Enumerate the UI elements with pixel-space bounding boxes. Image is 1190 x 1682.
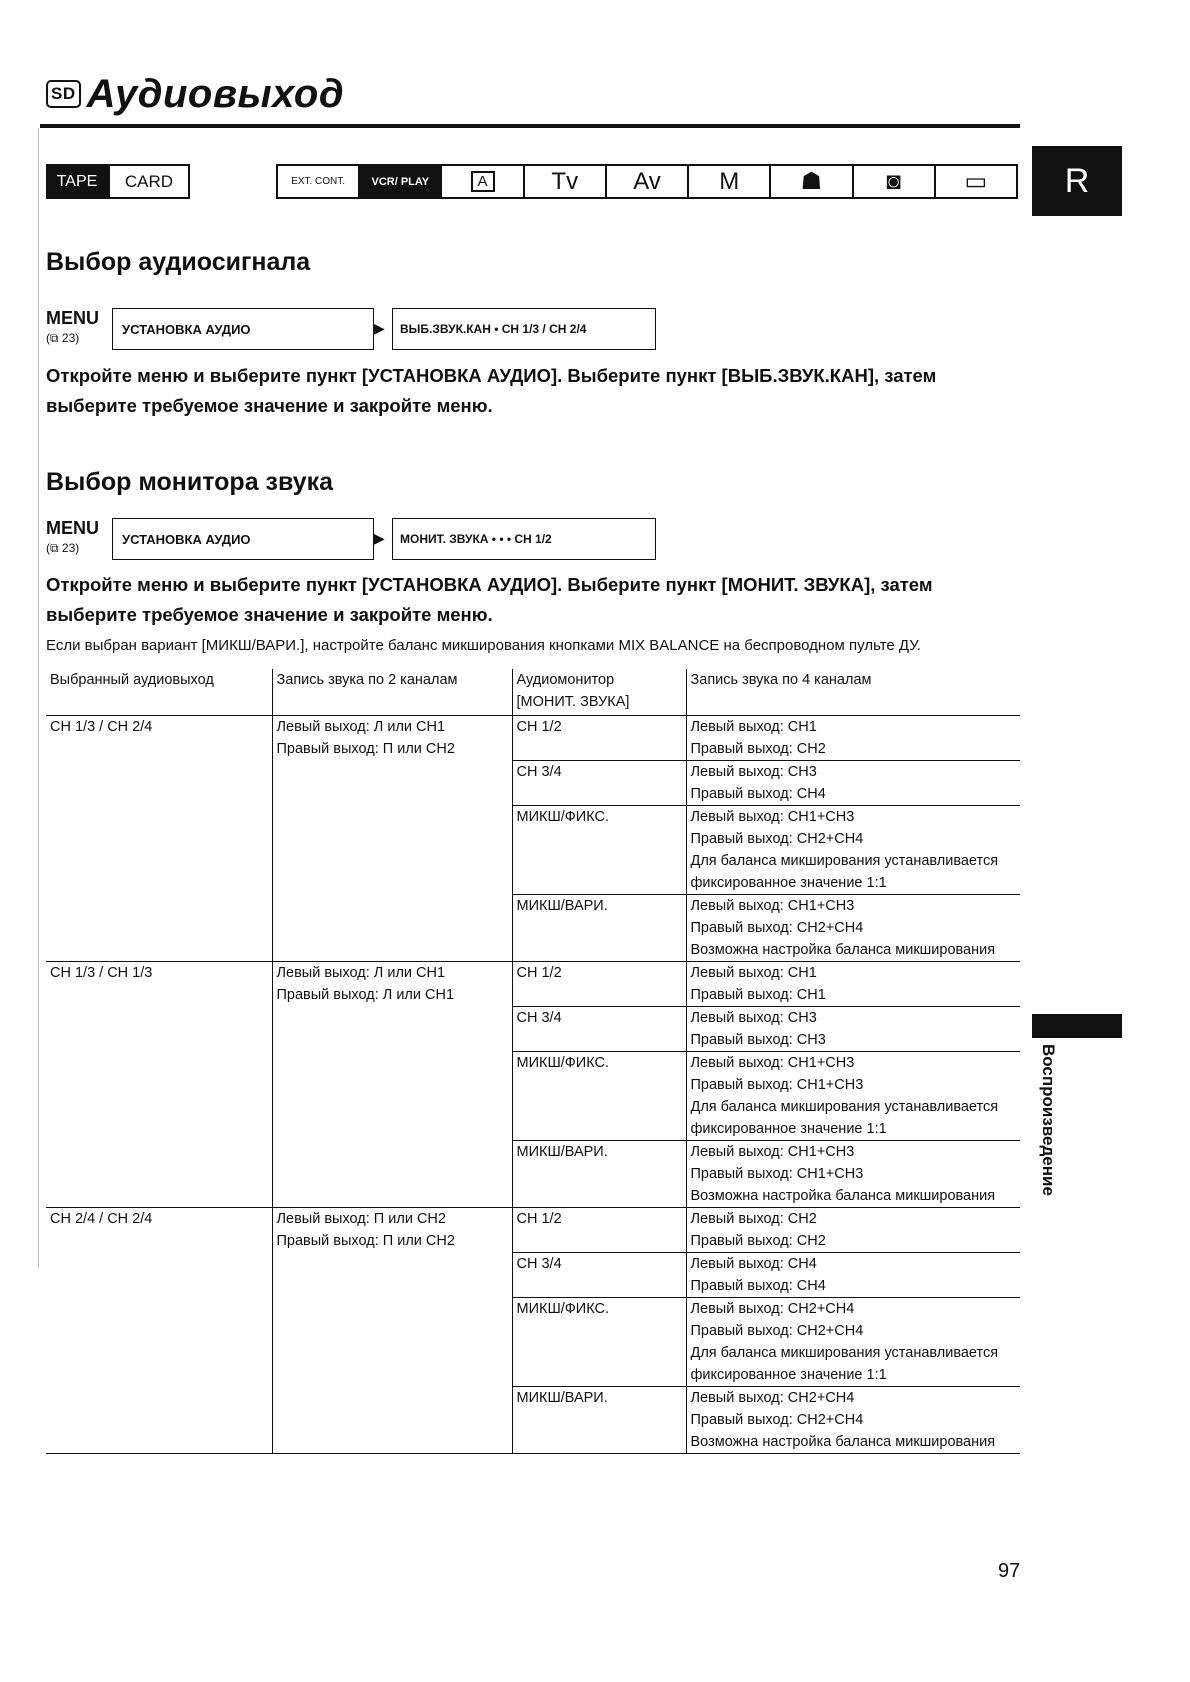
table-cell: Левый выход: CH1+CH3 Правый выход: CH2+CH4 Для баланса микширования устанавливается фиксированное значение 1:1 [686,805,1020,894]
section2-menu-item: УСТАНОВКА АУДИО [112,518,374,560]
section1-heading: Выбор аудиосигнала [46,248,311,276]
section1-menu-item: УСТАНОВКА АУДИО [112,308,374,350]
section2-arrow-icon: ▶ [374,530,385,546]
table-cell: Левый выход: CH4 Правый выход: CH4 [686,1252,1020,1297]
table-row [46,961,1020,1006]
table-header: Аудиомонитор [МОНИТ. ЗВУКА] [512,669,686,715]
section1-menu-label [46,308,99,348]
table-cell [46,805,272,894]
table-cell [46,1140,272,1207]
mode-dial-strip [276,164,1018,199]
table-cell: Левый выход: CH2+CH4 Правый выход: CH2+CH4 Для баланса микширования устанавливается фиксированное значение 1:1 [686,1297,1020,1386]
section2-note: Если выбран вариант [МИКШ/ВАРИ.], настройте баланс микширования кнопками MIX BALANCE на беспроводном пульте ДУ. [46,637,921,654]
table-row [46,1207,1020,1252]
dial-av: Av [607,166,689,197]
table-cell [272,805,512,894]
dial-ext-cont: EXT. CONT. [278,166,360,197]
table-cell [46,894,272,961]
table-cell: CH 3/4 [512,1006,686,1051]
table-cell: МИКШ/ФИКС. [512,1051,686,1140]
table-cell: CH 1/3 / CH 1/3 [46,961,272,1006]
table-cell: Левый выход: CH3 Правый выход: CH4 [686,760,1020,805]
dial-auto-label: A [471,171,495,192]
table-cell: Левый выход: Л или CH1 Правый выход: П или CH2 [272,715,512,760]
table-cell [272,1140,512,1207]
table-cell: Левый выход: CH2 Правый выход: CH2 [686,1207,1020,1252]
page-title [46,72,344,117]
table-cell: CH 3/4 [512,760,686,805]
table-header-row [46,669,1020,715]
table-cell: МИКШ/ВАРИ. [512,894,686,961]
side-tab-bar [1032,1014,1122,1038]
table-cell [272,1297,512,1386]
table-cell: CH 1/2 [512,961,686,1006]
dial-vcr-play: VCR/ PLAY [360,166,442,197]
table-header: Запись звука по 2 каналам [272,669,512,715]
table-cell: Левый выход: CH1+CH3 Правый выход: CH1+CH3 Возможна настройка баланса микширования [686,1140,1020,1207]
table-cell [46,1386,272,1453]
table-cell: МИКШ/ФИКС. [512,805,686,894]
table-cell: Левый выход: Л или CH1 Правый выход: Л или CH1 [272,961,512,1006]
table-cell: CH 3/4 [512,1252,686,1297]
table-cell [46,1297,272,1386]
table-cell: МИКШ/ВАРИ. [512,1386,686,1453]
table-cell: Левый выход: CH1 Правый выход: CH2 [686,715,1020,760]
table-cell: Левый выход: CH3 Правый выход: CH3 [686,1006,1020,1051]
dial-frame-icon: ▭ [964,168,988,195]
table-cell [46,1252,272,1297]
dial-manual: M [689,166,771,197]
page-title-text: Аудиовыход [86,72,345,116]
table-cell [272,1386,512,1453]
section1-menu-setting: ВЫБ.ЗВУК.КАН • CH 1/3 / CH 2/4 [392,308,656,350]
table-row [46,1051,1020,1140]
section1-menu-word: MENU [46,308,99,328]
section2-menu-setting: МОНИТ. ЗВУКА • • • CH 1/2 [392,518,656,560]
table-cell [272,1252,512,1297]
dial-night-icon: ◙ [854,166,936,197]
table-cell: CH 2/4 / CH 2/4 [46,1207,272,1252]
table-cell [46,1051,272,1140]
table-cell: Левый выход: CH1+CH3 Правый выход: CH2+CH4 Возможна настройка баланса микширования [686,894,1020,961]
section2-instruction: Откройте меню и выберите пункт [УСТАНОВКА АУДИО]. Выберите пункт [МОНИТ. ЗВУКА], затем выберите требуемое значение и закройте меню. [46,574,933,625]
dial-tv: Tv [525,166,607,197]
table-cell [272,1051,512,1140]
mode-card: CARD [108,164,190,199]
table-cell [46,760,272,805]
table-cell [46,1006,272,1051]
table-cell: МИКШ/ФИКС. [512,1297,686,1386]
table-cell: CH 1/2 [512,1207,686,1252]
table-row [46,715,1020,760]
table-cell: МИКШ/ВАРИ. [512,1140,686,1207]
dial-scene-icon: ☗ [771,166,853,197]
mode-tape: TAPE [46,164,108,199]
table-cell: Левый выход: П или CH2 Правый выход: П или CH2 [272,1207,512,1252]
table-cell: CH 1/3 / CH 2/4 [46,715,272,760]
section1-instruction: Откройте меню и выберите пункт [УСТАНОВКА АУДИО]. Выберите пункт [ВЫБ.ЗВУК.КАН], затем выберите требуемое значение и закройте меню. [46,365,937,416]
table-cell: CH 1/2 [512,715,686,760]
table-cell [272,894,512,961]
table-header: Выбранный аудиовыход [50,672,214,688]
sd-badge: SD [46,80,81,108]
section1-menu-page: (⧉ 23) [46,331,80,345]
title-rule [40,124,1020,128]
table-header: Запись звука по 4 каналам [686,669,1020,715]
section2-heading: Выбор монитора звука [46,468,334,496]
table-row [46,805,1020,894]
section1-arrow-icon: ▶ [374,320,385,336]
section2-menu-page: (⧉ 23) [46,541,80,555]
table-row [46,894,1020,961]
side-tab-label: Воспроизведение [1039,1044,1058,1196]
table-cell [272,1006,512,1051]
section2-menu-label [46,518,99,558]
margin-line [38,128,39,1268]
table-cell: Левый выход: CH2+CH4 Правый выход: CH2+CH4 Возможна настройка баланса микширования [686,1386,1020,1453]
table-cell [272,760,512,805]
dial-auto [442,166,524,197]
table-row [46,1297,1020,1386]
table-row [46,1140,1020,1207]
page-number: 97 [998,1560,1021,1582]
table-row [46,1006,1020,1051]
section-tab-r: R [1032,146,1122,216]
audio-output-table [46,669,1020,1454]
table-cell: Левый выход: CH1 Правый выход: CH1 [686,961,1020,1006]
table-cell: Левый выход: CH1+CH3 Правый выход: CH1+CH3 Для баланса микширования устанавливается фиксированное значение 1:1 [686,1051,1020,1140]
table-row [46,760,1020,805]
table-row [46,1252,1020,1297]
table-row [46,1386,1020,1453]
section2-menu-word: MENU [46,518,99,538]
